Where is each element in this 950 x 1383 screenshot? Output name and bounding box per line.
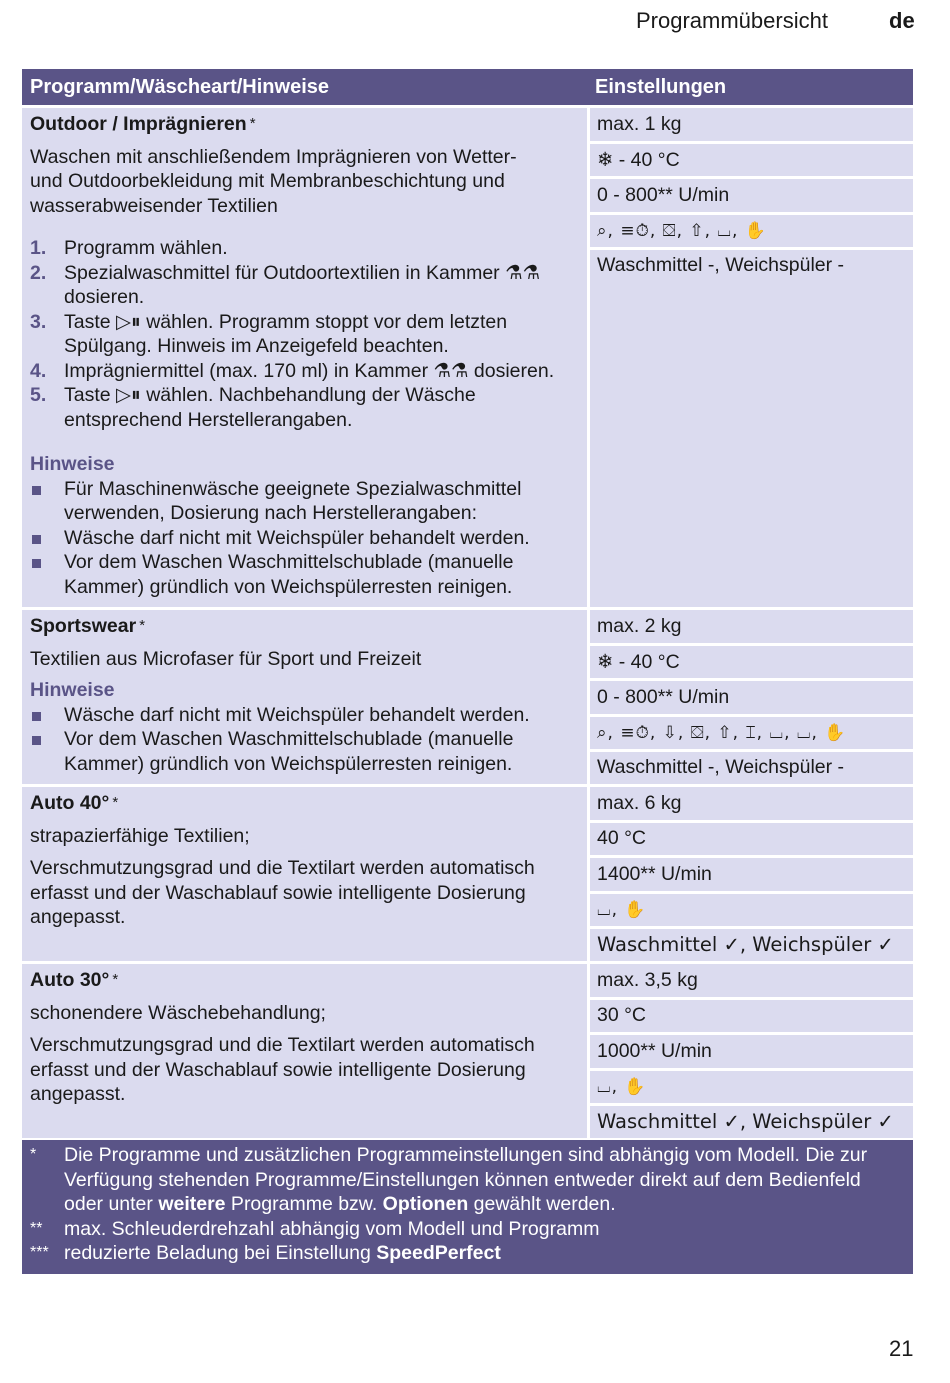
hint-item <box>30 703 587 728</box>
program-outdoor <box>22 108 913 607</box>
step-text: Spezialwaschmittel für Outdoortextilien in Kammer ⚗⚗ dosieren. <box>64 261 541 308</box>
bullet-square-icon <box>30 477 64 526</box>
footnote-text-part: Programme bzw. <box>225 1193 383 1215</box>
hints-title: Hinweise <box>30 453 115 475</box>
step-text: Imprägniermittel (max. 170 ml) in Kammer ⚗⚗ dosieren. <box>64 359 555 382</box>
step-item <box>30 236 587 261</box>
program-desc: schonendere Wäschebehandlung; <box>30 1001 326 1024</box>
step-text: Taste ▷⏸ wählen. Nachbehandlung der Wäsche entsprechend Herstellerangaben. <box>64 384 476 431</box>
setting-option-icons: ⌴, ✋ <box>590 894 913 927</box>
footnote-marker: *** <box>30 1244 49 1261</box>
step-item <box>30 359 587 384</box>
setting-detergent: Waschmittel ✓, Weichspüler ✓ <box>590 929 913 961</box>
bullet-square-icon <box>30 550 64 599</box>
setting-load: max. 2 kg <box>590 610 913 643</box>
program-desc-detail: Verschmutzungsgrad und die Textilart werden automatisch erfasst und der Waschablauf sowie intelligente Dosierung angepasst. <box>30 857 535 928</box>
footnote-star: * <box>112 971 119 988</box>
page-number: 21 <box>889 1336 914 1361</box>
setting-temperature: ❄ - 40 °C <box>590 646 913 679</box>
footnotes-box <box>22 1140 913 1274</box>
setting-detergent: Waschmittel -, Weichspüler - <box>590 752 913 784</box>
program-auto40-description <box>22 787 587 961</box>
program-name: Sportswear <box>30 615 137 637</box>
bullet-square-icon <box>30 526 64 551</box>
footnote-text: max. Schleuderdrehzahl abhängig vom Modell und Programm <box>64 1217 600 1240</box>
step-item <box>30 383 587 432</box>
setting-detergent: Waschmittel -, Weichspüler - <box>590 250 913 607</box>
page-section-title: Programmübersicht <box>636 8 828 33</box>
footnote-bold-optionen: Optionen <box>382 1193 469 1215</box>
step-number: 2. <box>30 261 47 284</box>
footnote-3 <box>30 1241 905 1266</box>
setting-spin: 0 - 800** U/min <box>590 681 913 714</box>
footnote-star: * <box>139 617 146 634</box>
step-number: 1. <box>30 237 47 259</box>
setting-spin: 1400** U/min <box>590 858 913 891</box>
bullet-square-icon <box>30 703 64 728</box>
footnote-star: * <box>249 115 256 132</box>
program-outdoor-settings <box>590 108 913 607</box>
step-number: 4. <box>30 359 47 382</box>
setting-temperature: 40 °C <box>590 823 913 856</box>
hint-text: Vor dem Waschen Waschmittelschublade (manuelle Kammer) gründlich von Weichspülerresten reinigen. <box>64 728 514 775</box>
step-number: 5. <box>30 384 47 406</box>
column-header-settings: Einstellungen <box>595 75 727 98</box>
setting-load: max. 6 kg <box>590 787 913 820</box>
footnote-marker: ** <box>30 1219 43 1237</box>
program-name: Outdoor / Imprägnieren <box>30 113 247 135</box>
setting-spin: 0 - 800** U/min <box>590 179 913 212</box>
footnote-text-part: reduzierte Beladung bei Einstellung <box>64 1242 377 1264</box>
program-auto30-settings <box>590 964 913 1138</box>
bullet-square-icon <box>30 727 64 776</box>
program-table <box>22 69 913 1138</box>
program-auto30-description <box>22 964 587 1138</box>
setting-temperature: ❄ - 40 °C <box>590 144 913 177</box>
footnote-bold-weitere: weitere <box>158 1193 226 1215</box>
program-desc-detail: Verschmutzungsgrad und die Textilart werden automatisch erfasst und der Waschablauf sowie intelligente Dosierung angepasst. <box>30 1034 535 1105</box>
step-text: Taste ▷⏸ wählen. Programm stoppt vor dem letzten Spülgang. Hinweis im Anzeigefeld beachten. <box>64 310 508 357</box>
hint-item <box>30 526 587 551</box>
step-item <box>30 310 587 359</box>
program-name: Auto 30° <box>30 969 110 991</box>
footnote-star: * <box>112 794 119 811</box>
program-desc: Waschen mit anschließendem Imprägnieren von Wetter- und Outdoorbekleidung mit Membranbeschichtung und wasserabweisender Textilien <box>30 145 517 217</box>
hint-text: Wäsche darf nicht mit Weichspüler behandelt werden. <box>64 526 530 549</box>
setting-option-icons: ⌴, ✋ <box>590 1071 913 1104</box>
hint-text: Für Maschinenwäsche geeignete Spezialwaschmittel verwenden, Dosierung nach Herstellerangaben: <box>64 477 522 524</box>
step-text: Programm wählen. <box>64 237 228 259</box>
program-name: Auto 40° <box>30 792 110 814</box>
setting-temperature: 30 °C <box>590 1000 913 1033</box>
hint-item <box>30 727 587 776</box>
program-outdoor-description <box>22 108 587 607</box>
setting-option-icons: ⌕, ≡⏱, ⛋, ⇧, ⌴, ✋ <box>590 215 913 248</box>
program-desc: strapazierfähige Textilien; <box>30 824 250 847</box>
program-sportswear-description <box>22 610 587 784</box>
table-header <box>22 69 913 105</box>
setting-spin: 1000** U/min <box>590 1035 913 1068</box>
hints-title: Hinweise <box>30 679 115 701</box>
step-number: 3. <box>30 310 47 333</box>
footnote-marker: * <box>30 1146 37 1163</box>
setting-load: max. 3,5 kg <box>590 964 913 997</box>
footnote-text-part: Die Programme und zusätzlichen Programmeinstellungen sind abhängig vom Modell. Die zur Verfügung stehenden Programme/Einstellungen können entweder direkt auf dem Bedienfeld oder unter <box>64 1144 868 1215</box>
step-item <box>30 261 587 310</box>
footnote-2 <box>30 1217 905 1242</box>
program-desc: Textilien aus Microfaser für Sport und Freizeit <box>30 647 422 670</box>
hints-list <box>30 477 587 600</box>
program-auto40-settings <box>590 787 913 961</box>
language-code: de <box>889 8 915 33</box>
hints-list <box>30 703 587 777</box>
hint-text: Wäsche darf nicht mit Weichspüler behandelt werden. <box>64 703 530 726</box>
program-sportswear-settings <box>590 610 913 784</box>
program-auto30 <box>22 964 913 1138</box>
footnote-text <box>64 1241 501 1266</box>
setting-detergent: Waschmittel ✓, Weichspüler ✓ <box>590 1106 913 1138</box>
column-header-program: Programm/Wäscheart/Hinweise <box>30 75 329 98</box>
hint-text: Vor dem Waschen Waschmittelschublade (manuelle Kammer) gründlich von Weichspülerresten reinigen. <box>64 551 514 598</box>
step-list <box>30 236 587 432</box>
program-auto40 <box>22 787 913 961</box>
setting-option-icons: ⌕, ≡⏱, ⇩, ⛋, ⇧, ⌶, ⌴, ⌴, ✋ <box>590 717 913 750</box>
hint-item <box>30 477 587 526</box>
footnote-1 <box>30 1143 905 1217</box>
setting-load: max. 1 kg <box>590 108 913 141</box>
hint-item <box>30 550 587 599</box>
footnote-bold-speedperfect: SpeedPerfect <box>376 1242 501 1264</box>
footnote-text <box>64 1143 905 1217</box>
footnote-text-part: gewählt werden. <box>468 1193 616 1215</box>
program-sportswear <box>22 610 913 784</box>
